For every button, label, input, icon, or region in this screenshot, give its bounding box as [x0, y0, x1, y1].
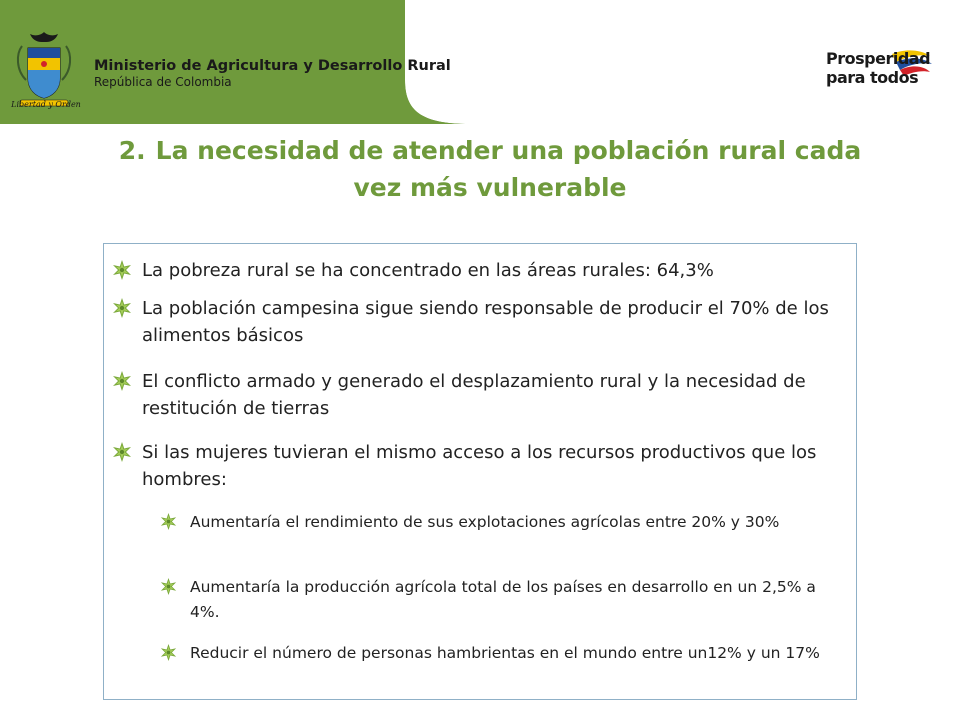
green-star-bullet-icon: [112, 260, 132, 280]
ministry-name: Ministerio de Agricultura y Desarrollo Rural: [94, 58, 451, 74]
bullet-text: Si las mujeres tuvieran el mismo acceso a los recursos productivos que los hombres:: [142, 442, 817, 490]
sub-bullet-text: Aumentaría la producción agrícola total de los países en desarrollo en un 2,5% a 4%.: [190, 578, 816, 621]
brand-line-2: para todos: [826, 68, 919, 87]
bullet-text: La población campesina sigue siendo responsable de producir el 70% de los alimentos básicos: [142, 298, 829, 346]
sub-bullet-text: Aumentaría el rendimiento de sus explotaciones agrícolas entre 20% y 30%: [190, 513, 780, 531]
title-line-2: vez más vulnerable: [353, 173, 627, 202]
green-star-bullet-icon: [112, 371, 132, 391]
title-number: 2.: [118, 136, 146, 165]
green-star-bullet-icon: [160, 513, 177, 530]
ministry-subtitle: República de Colombia: [94, 75, 232, 89]
title-line-1: [60, 132, 920, 169]
brand-line-1: Prosperidad: [826, 49, 931, 68]
header: [0, 0, 960, 124]
title-text-1: La necesidad de atender una población rural cada: [155, 136, 862, 165]
bullet-text: La pobreza rural se ha concentrado en las áreas rurales: 64,3%: [142, 260, 714, 281]
bullet-text: El conflicto armado y generado el desplazamiento rural y la necesidad de restitución de tierras: [142, 371, 806, 419]
ministry-block: [94, 58, 451, 89]
green-star-bullet-icon: [112, 442, 132, 462]
slide-title: [60, 132, 920, 206]
crest-caption: Libertad y Orden: [11, 100, 81, 109]
green-star-bullet-icon: [160, 578, 177, 595]
green-star-bullet-icon: [160, 644, 177, 661]
content-box: [103, 243, 857, 700]
sub-bullet-text: Reducir el número de personas hambrientas en el mundo entre un12% y un 17%: [190, 644, 820, 662]
green-star-bullet-icon: [112, 298, 132, 318]
prosperidad-logo: [826, 44, 936, 104]
